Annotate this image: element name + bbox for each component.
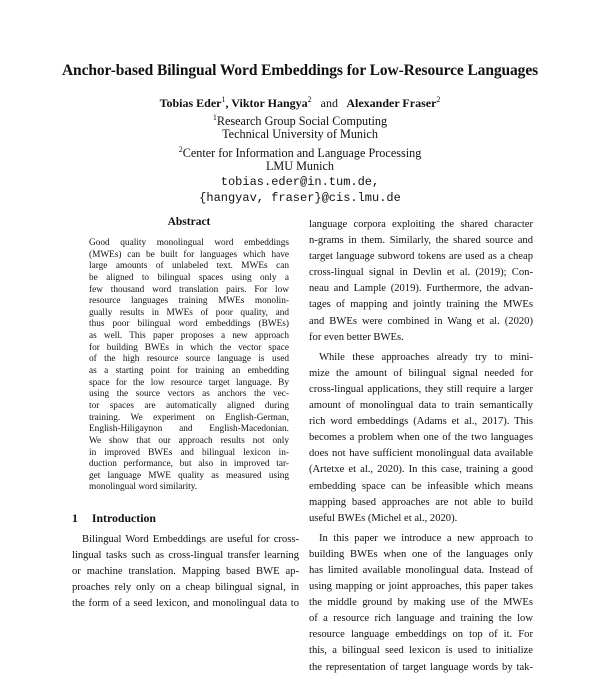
- body-text-line: In this paper we introduce a new approach to: [319, 532, 533, 544]
- body-text-line: the middle ground by making use of the MWEs: [309, 597, 533, 609]
- abstract-line: as a starting point for training an embedding: [89, 366, 289, 377]
- affiliation-text: Center for Information and Language Processing: [182, 146, 422, 161]
- right-column-text: [309, 217, 533, 676]
- abstract-line: monolingual word similarity.: [89, 482, 198, 493]
- abstract-line: English-Hiligaynon and English-Macedonian.: [89, 424, 289, 435]
- affiliation-text: LMU Munich: [265, 159, 335, 173]
- abstract-line: large amounts of unlabeled text. MWEs can: [89, 261, 289, 272]
- section-heading: [72, 511, 156, 526]
- body-text-line: resource language embeddings on top of it. For: [309, 629, 533, 641]
- affiliation-text: Technical University of Munich: [222, 127, 378, 141]
- author-conjunction: and: [320, 96, 338, 110]
- abstract-line: for building BWEs in which the vector space: [89, 342, 289, 353]
- body-text-line: this, a bilingual seed lexicon is used to initialize: [309, 645, 533, 657]
- abstract-line: resource languages training MWEs monolin-: [89, 296, 289, 307]
- body-text-line: neau and Lample (2019). Furthermore, the advan-: [309, 283, 533, 295]
- abstract-line: using the source vectors as anchors the vec-: [89, 389, 289, 400]
- abstract-line: few thousand word translation pairs. For low: [89, 284, 289, 295]
- section-number: 1: [72, 511, 78, 525]
- abstract-line: get language MWE quality as measured using: [89, 470, 289, 481]
- body-text-line: mize the amount of bilingual signal needed for: [309, 367, 533, 379]
- abstract-line: space for the low resource target language. By: [89, 377, 289, 388]
- body-text-line: cross-lingual signal in Devlin et al. (2019); Con-: [309, 267, 533, 279]
- body-text-line: building BWEs when one of the languages only: [309, 548, 533, 560]
- affiliation-line: [0, 158, 600, 174]
- author-name: Tobias Eder: [159, 96, 222, 110]
- author-line: Tobias Eder$^1$, Viktor Hangya$^2$ and Alexander Fraser$^2$: [159, 95, 441, 110]
- abstract-line: in improved BWEs and bilingual lexicon in-: [89, 447, 289, 458]
- body-text-line: Bilingual Word Embeddings are useful for cross-: [82, 534, 299, 545]
- body-text-line: lingual tasks such as cross-lingual transfer learning: [72, 550, 299, 562]
- body-text-line: n-grams in them. Similarly, the shared source and: [309, 235, 533, 247]
- abstract-line: duction performance, but also in improved tar-: [89, 459, 289, 470]
- email-line[interactable]: {hangyav, fraser}@cis.lmu.de: [199, 191, 401, 205]
- abstract-line: be aligned to bilingual spaces using only a: [89, 272, 289, 283]
- body-text-line: amount of monolingual data to train semantically: [309, 400, 533, 412]
- body-text-line: has limited available monolingual data. Instead of: [309, 564, 533, 576]
- body-text-line: target language subword tokens are used as a cheap: [309, 251, 533, 263]
- body-text-line: useful BWEs (Michel et al., 2020).: [309, 512, 458, 524]
- body-text-line: proaches rely only on a cheap bilingual signal, in: [72, 582, 299, 594]
- section-title: Introduction: [91, 511, 156, 525]
- affiliation-mark: 2: [178, 145, 183, 154]
- author-affil-mark: 1: [221, 95, 226, 104]
- author-name: Viktor Hangya: [231, 96, 308, 110]
- abstract-line: We show that our approach results not only: [89, 435, 289, 446]
- body-text-line: cross-lingual applications, they still require a larger: [309, 383, 533, 395]
- body-text-line: using mapping or joint approaches, this paper takes: [309, 581, 533, 593]
- body-text-line: of a resource rich language and training the low: [309, 613, 533, 625]
- body-text-line: does not have sufficient monolingual data available: [309, 448, 533, 460]
- abstract-heading: Abstract: [167, 216, 211, 228]
- body-text-line: While these approaches already try to mini-: [319, 351, 533, 363]
- body-text-line: the form of a seed lexicon, and monolingual data to: [72, 598, 299, 610]
- affiliation-mark: 1: [212, 113, 217, 122]
- left-column-text: [72, 532, 299, 612]
- body-text-line: mapping based approaches are not able to build: [309, 496, 533, 508]
- affiliation-text: Research Group Social Computing: [216, 114, 388, 129]
- body-text-line: (Artetxe et al., 2020). In this case, training a good: [309, 464, 533, 476]
- author-name: Alexander Fraser: [346, 96, 437, 110]
- affiliation-line: [0, 126, 600, 142]
- body-text-line: language corpora exploiting the shared character: [309, 219, 533, 230]
- body-text-line: becomes a problem when one of the two languages: [309, 432, 533, 444]
- body-text-line: embedding space can be infeasible which means: [309, 480, 533, 492]
- paper-title: Anchor-based Bilingual Word Embeddings for Low-Resource Languages: [61, 62, 539, 79]
- body-text-line: the representation of target language words by tak-: [309, 661, 533, 673]
- body-text-line: rich word embeddings (Adams et al., 2017). This: [309, 416, 533, 428]
- abstract-line: training. We experiment on English-German,: [89, 412, 289, 423]
- email-line[interactable]: tobias.eder@in.tum.de,: [220, 175, 380, 189]
- abstract-line: of the high resource source language is used: [89, 354, 289, 365]
- abstract-line: tor spaces are automatically aligned during: [89, 400, 289, 411]
- abstract-line: as well. This paper proposes a new approach: [89, 331, 289, 342]
- body-text-line: and BWEs were combined in Wang et al. (2020): [309, 315, 533, 327]
- body-text-line: or machine translation. Mapping based BWE ap-: [72, 566, 299, 578]
- abstract-line: gually results in MWEs of poor quality, and: [89, 307, 289, 318]
- body-text-line: for even better BWEs.: [309, 331, 404, 343]
- author-affil-mark: 2: [307, 95, 312, 104]
- abstract-line: Good quality monolingual word embeddings: [89, 238, 289, 248]
- body-text-line: tages of mapping and jointly training the MWEs: [309, 299, 533, 311]
- author-affil-mark: 2: [436, 95, 441, 104]
- abstract-line: thus poor bilingual word embeddings (BWEs): [89, 319, 289, 330]
- abstract-body: [89, 238, 289, 494]
- abstract-line: (MWEs) can be built for languages which have: [89, 249, 289, 260]
